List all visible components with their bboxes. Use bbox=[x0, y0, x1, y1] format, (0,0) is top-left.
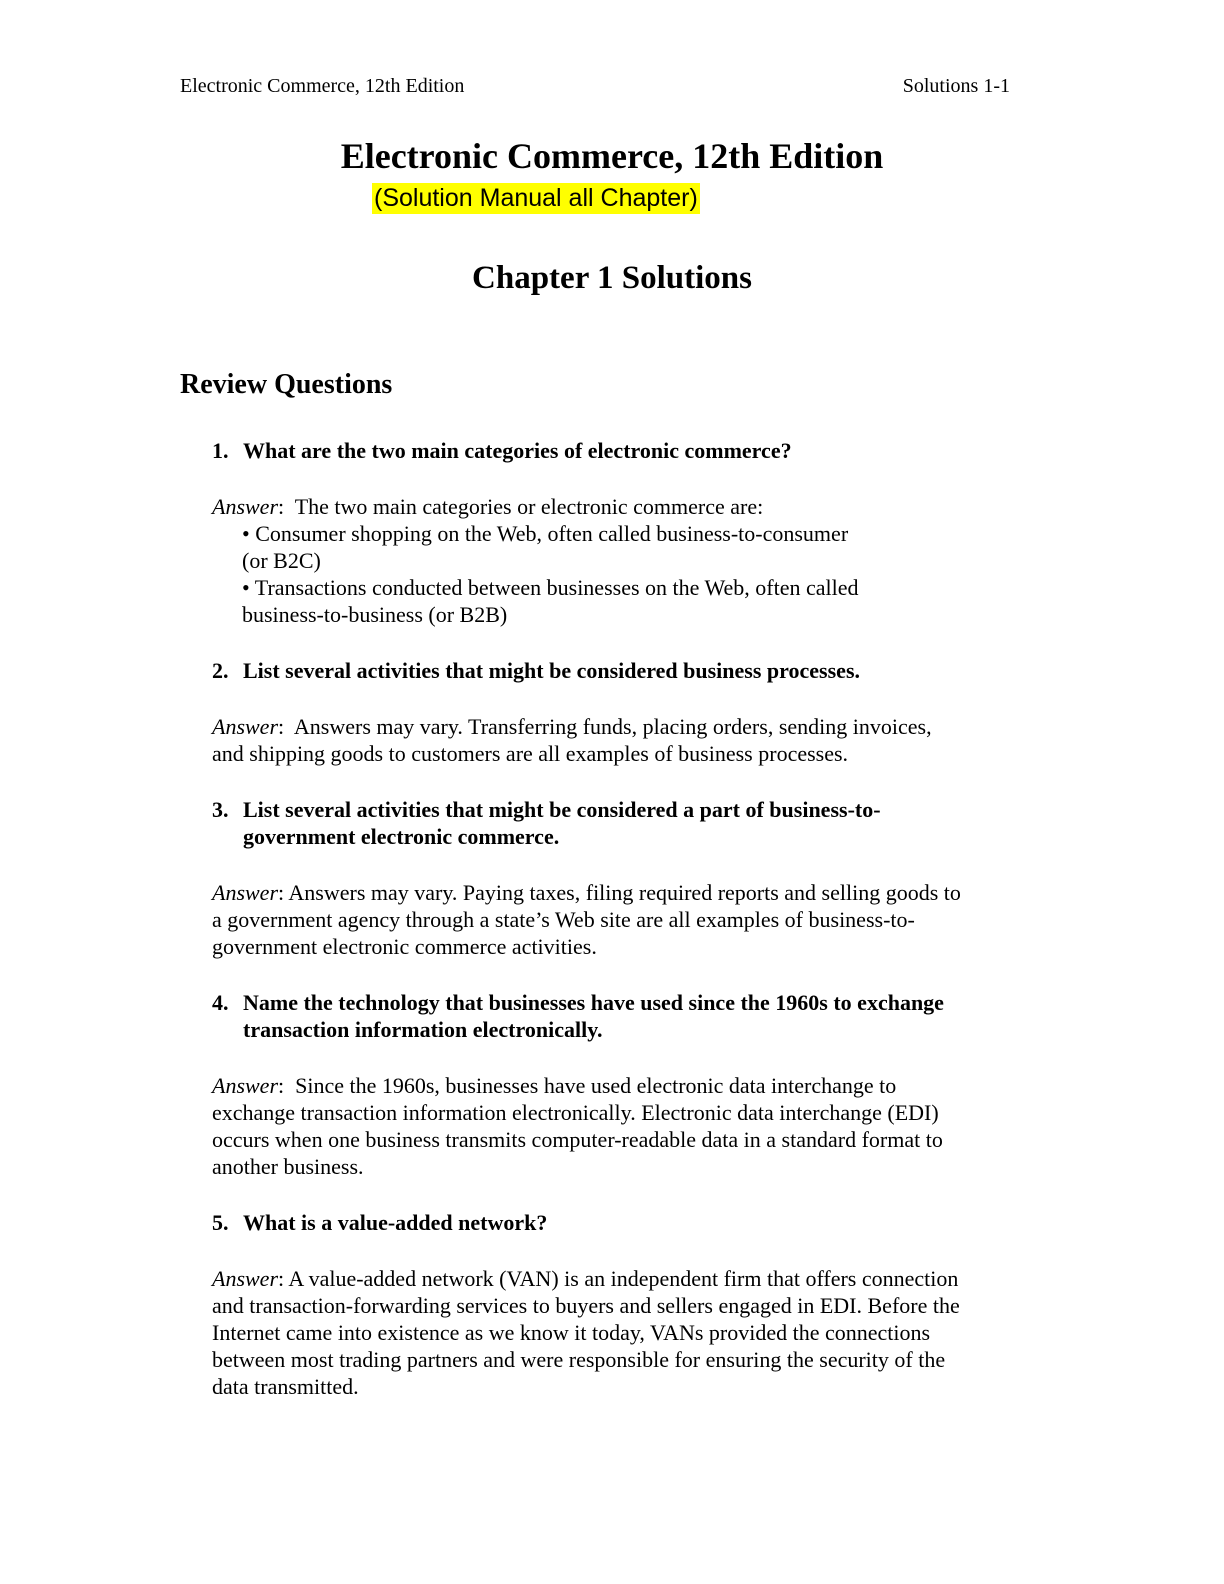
answer-line: government electronic commerce activities. bbox=[212, 934, 597, 959]
answer-line-rest: : The two main categories or electronic commerce are: bbox=[278, 494, 764, 519]
question-line: Name the technology that businesses have used since the 1960s to exchange bbox=[243, 990, 944, 1015]
answer-bullet-list bbox=[212, 520, 1044, 628]
answer-label: Answer bbox=[212, 1266, 278, 1291]
question-line: What are the two main categories of electronic commerce? bbox=[243, 438, 792, 463]
question-text bbox=[243, 437, 1044, 464]
answer-line: a government agency through a state’s Web site are all examples of business-to- bbox=[212, 907, 915, 932]
answer-line: Internet came into existence as we know it today, VANs provided the connections bbox=[212, 1320, 931, 1345]
answer-line bbox=[212, 1072, 1044, 1099]
question-number: 4. bbox=[212, 990, 229, 1015]
section-heading: Review Questions bbox=[180, 369, 393, 400]
answer-label: Answer bbox=[212, 714, 278, 739]
document-title: Electronic Commerce, 12th Edition bbox=[340, 136, 884, 176]
answer-line: another business. bbox=[212, 1154, 364, 1179]
question-text bbox=[243, 796, 1044, 850]
bullet-line: (or B2C) bbox=[242, 548, 321, 573]
answer-line bbox=[212, 879, 1044, 906]
answer-line: occurs when one business transmits computer-readable data in a standard format to bbox=[212, 1127, 943, 1152]
question-line: government electronic commerce. bbox=[243, 824, 560, 849]
question-number: 5. bbox=[212, 1210, 229, 1235]
document-subtitle bbox=[372, 183, 700, 213]
answer-line bbox=[212, 713, 1044, 740]
answer-line: and shipping goods to customers are all examples of business processes. bbox=[212, 741, 849, 766]
header-left-text: Electronic Commerce, 12th Edition bbox=[180, 75, 465, 97]
answer-label: Answer bbox=[212, 880, 278, 905]
answer-label: Answer bbox=[212, 1073, 278, 1098]
answer-line-rest: : A value-added network (VAN) is an independent firm that offers connection bbox=[278, 1266, 959, 1291]
question-text bbox=[243, 657, 1044, 684]
answer-paragraph-2 bbox=[212, 713, 1044, 767]
chapter-heading: Chapter 1 Solutions bbox=[472, 260, 752, 296]
answer-paragraph-5 bbox=[212, 1265, 1044, 1400]
answer-line-rest: : Answers may vary. Transferring funds, placing orders, sending invoices, bbox=[278, 714, 932, 739]
header-right-text: Solutions 1-1 bbox=[902, 75, 1010, 97]
question-item-1 bbox=[212, 437, 1044, 464]
question-line: What is a value-added network? bbox=[243, 1210, 548, 1235]
answer-line bbox=[212, 493, 1044, 520]
question-item-5 bbox=[212, 1209, 1044, 1236]
answer-line bbox=[212, 1265, 1044, 1292]
answer-paragraph-1 bbox=[212, 493, 1044, 628]
page-header bbox=[180, 74, 1044, 98]
question-number: 3. bbox=[212, 797, 229, 822]
question-line: transaction information electronically. bbox=[243, 1017, 603, 1042]
question-number: 1. bbox=[212, 438, 229, 463]
question-line: List several activities that might be considered business processes. bbox=[243, 658, 860, 683]
answer-label: Answer bbox=[212, 494, 278, 519]
bullet-line: • Consumer shopping on the Web, often called business-to-consumer bbox=[242, 521, 849, 546]
subtitle-highlight: (Solution Manual all Chapter) bbox=[374, 184, 698, 212]
answer-line: and transaction-forwarding services to buyers and sellers engaged in EDI. Before the bbox=[212, 1293, 960, 1318]
bullet-line: business-to-business (or B2B) bbox=[242, 602, 508, 627]
answer-line-rest: : Answers may vary. Paying taxes, filing required reports and selling goods to bbox=[278, 880, 961, 905]
bullet-line: • Transactions conducted between businesses on the Web, often called bbox=[242, 575, 859, 600]
answer-line: between most trading partners and were responsible for ensuring the security of the bbox=[212, 1347, 946, 1372]
question-item-3 bbox=[212, 796, 1044, 850]
answer-line: data transmitted. bbox=[212, 1374, 359, 1399]
question-text bbox=[243, 1209, 1044, 1236]
question-item-2 bbox=[212, 657, 1044, 684]
answer-line: exchange transaction information electronically. Electronic data interchange (EDI) bbox=[212, 1100, 939, 1125]
answer-line-rest: : Since the 1960s, businesses have used electronic data interchange to bbox=[278, 1073, 897, 1098]
questions-and-answers bbox=[212, 437, 1044, 1429]
question-line: List several activities that might be considered a part of business-to- bbox=[243, 797, 881, 822]
question-text bbox=[243, 989, 1044, 1043]
question-item-4 bbox=[212, 989, 1044, 1043]
answer-paragraph-4 bbox=[212, 1072, 1044, 1180]
question-number: 2. bbox=[212, 658, 229, 683]
answer-paragraph-3 bbox=[212, 879, 1044, 960]
